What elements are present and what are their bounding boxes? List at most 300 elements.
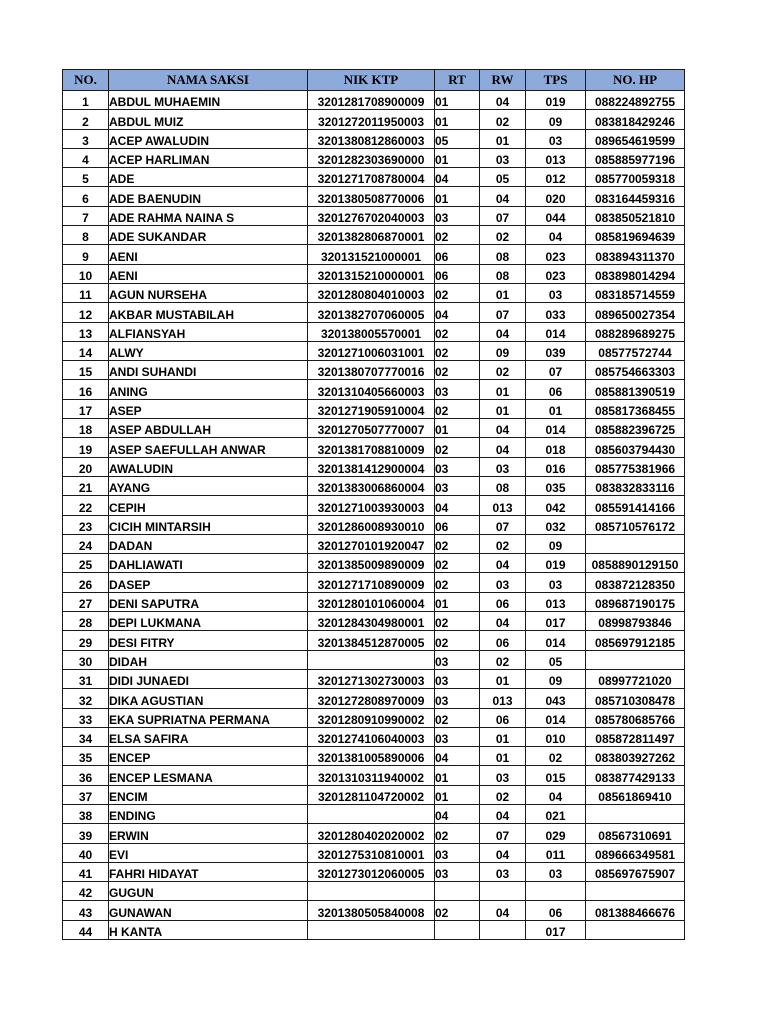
cell-nama-saksi: DADAN <box>109 534 308 553</box>
cell-tps: 03 <box>526 283 586 302</box>
cell-no-hp: 085697912185 <box>586 631 685 650</box>
cell-no: 32 <box>63 689 109 708</box>
cell-rt: 06 <box>435 245 480 264</box>
cell-tps: 07 <box>526 361 586 380</box>
header-tps: TPS <box>526 70 586 91</box>
cell-rw: 04 <box>480 843 526 862</box>
cell-nama-saksi: ELSA SAFIRA <box>109 727 308 746</box>
cell-no-hp: 085885977196 <box>586 148 685 167</box>
cell-no-hp: 083185714559 <box>586 283 685 302</box>
cell-nik-ktp <box>308 804 435 823</box>
table-row <box>63 283 685 302</box>
cell-no: 19 <box>63 438 109 457</box>
cell-tps: 019 <box>526 554 586 573</box>
table-row <box>63 91 685 110</box>
cell-rw: 04 <box>480 438 526 457</box>
cell-rw <box>480 882 526 901</box>
table-row <box>63 245 685 264</box>
cell-no-hp <box>586 804 685 823</box>
cell-rt <box>435 882 480 901</box>
cell-rt: 01 <box>435 110 480 129</box>
table-row <box>63 727 685 746</box>
cell-nik-ktp: 3201380505840008 <box>308 901 435 920</box>
cell-nama-saksi: ANDI SUHANDI <box>109 361 308 380</box>
cell-rw: 01 <box>480 669 526 688</box>
cell-nama-saksi: ABDUL MUHAEMIN <box>109 91 308 110</box>
cell-nik-ktp: 3201315210000001 <box>308 264 435 283</box>
cell-no: 40 <box>63 843 109 862</box>
cell-rw: 03 <box>480 573 526 592</box>
table-row <box>63 824 685 843</box>
cell-no-hp: 085882396725 <box>586 419 685 438</box>
cell-rt: 03 <box>435 457 480 476</box>
cell-no: 20 <box>63 457 109 476</box>
cell-rw: 01 <box>480 283 526 302</box>
table-row <box>63 843 685 862</box>
cell-no: 7 <box>63 206 109 225</box>
cell-no: 44 <box>63 920 109 939</box>
cell-nik-ktp <box>308 882 435 901</box>
header-no: NO. <box>63 70 109 91</box>
table-row <box>63 264 685 283</box>
cell-nik-ktp: 3201381708810009 <box>308 438 435 457</box>
cell-no-hp: 0858890129150 <box>586 554 685 573</box>
cell-no: 11 <box>63 283 109 302</box>
table-row <box>63 148 685 167</box>
cell-rw <box>480 920 526 939</box>
cell-no: 41 <box>63 862 109 881</box>
header-no-hp: NO. HP <box>586 70 685 91</box>
cell-no: 6 <box>63 187 109 206</box>
cell-tps: 013 <box>526 592 586 611</box>
table-row <box>63 862 685 881</box>
cell-rw: 07 <box>480 303 526 322</box>
cell-nama-saksi: DESI FITRY <box>109 631 308 650</box>
cell-rw: 02 <box>480 226 526 245</box>
cell-no-hp: 083894311370 <box>586 245 685 264</box>
cell-tps: 06 <box>526 901 586 920</box>
cell-rt: 01 <box>435 148 480 167</box>
table-row <box>63 554 685 573</box>
table-row <box>63 496 685 515</box>
cell-rt: 01 <box>435 91 480 110</box>
cell-no: 35 <box>63 747 109 766</box>
header-rt: RT <box>435 70 480 91</box>
cell-rw: 01 <box>480 129 526 148</box>
cell-rw: 05 <box>480 168 526 187</box>
cell-rt: 03 <box>435 689 480 708</box>
table-row <box>63 592 685 611</box>
cell-rt: 02 <box>435 631 480 650</box>
cell-rt: 04 <box>435 804 480 823</box>
cell-tps: 014 <box>526 419 586 438</box>
cell-tps: 02 <box>526 747 586 766</box>
table-row <box>63 573 685 592</box>
cell-no: 15 <box>63 361 109 380</box>
cell-nik-ktp: 3201380707770016 <box>308 361 435 380</box>
table-row <box>63 322 685 341</box>
table-row <box>63 631 685 650</box>
cell-tps: 023 <box>526 245 586 264</box>
cell-rt: 03 <box>435 843 480 862</box>
cell-nama-saksi: ANING <box>109 380 308 399</box>
cell-no-hp: 089666349581 <box>586 843 685 862</box>
cell-nama-saksi: ENCEP <box>109 747 308 766</box>
cell-rt <box>435 920 480 939</box>
table-row <box>63 612 685 631</box>
cell-no: 28 <box>63 612 109 631</box>
cell-nik-ktp <box>308 650 435 669</box>
table-row <box>63 534 685 553</box>
cell-tps: 09 <box>526 669 586 688</box>
cell-nama-saksi: AYANG <box>109 476 308 495</box>
cell-nama-saksi: ABDUL MUIZ <box>109 110 308 129</box>
cell-nik-ktp: 3201271905910004 <box>308 399 435 418</box>
cell-rt: 02 <box>435 283 480 302</box>
cell-no: 24 <box>63 534 109 553</box>
cell-nik-ktp: 3201271003930003 <box>308 496 435 515</box>
table-row <box>63 399 685 418</box>
cell-rt: 06 <box>435 515 480 534</box>
cell-nama-saksi: DIDI JUNAEDI <box>109 669 308 688</box>
cell-tps: 09 <box>526 110 586 129</box>
cell-no-hp: 083818429246 <box>586 110 685 129</box>
cell-no: 37 <box>63 785 109 804</box>
cell-rt: 02 <box>435 824 480 843</box>
cell-no: 3 <box>63 129 109 148</box>
cell-rw: 04 <box>480 91 526 110</box>
cell-rw: 04 <box>480 419 526 438</box>
cell-tps: 014 <box>526 708 586 727</box>
header-row <box>63 70 685 91</box>
cell-no: 29 <box>63 631 109 650</box>
cell-rt: 01 <box>435 785 480 804</box>
cell-nama-saksi: ENDING <box>109 804 308 823</box>
table-row <box>63 689 685 708</box>
cell-nik-ktp: 3201270101920047 <box>308 534 435 553</box>
cell-no: 43 <box>63 901 109 920</box>
cell-rt: 02 <box>435 573 480 592</box>
cell-no-hp: 08577572744 <box>586 341 685 360</box>
table-row <box>63 804 685 823</box>
cell-rw: 04 <box>480 901 526 920</box>
cell-nama-saksi: ENCEP LESMANA <box>109 766 308 785</box>
cell-tps: 015 <box>526 766 586 785</box>
cell-rt: 02 <box>435 901 480 920</box>
table-row <box>63 438 685 457</box>
cell-rw: 04 <box>480 804 526 823</box>
table-row <box>63 901 685 920</box>
cell-tps: 09 <box>526 534 586 553</box>
cell-no-hp: 085710308478 <box>586 689 685 708</box>
cell-tps: 03 <box>526 129 586 148</box>
cell-no: 39 <box>63 824 109 843</box>
cell-nik-ktp: 3201381005890006 <box>308 747 435 766</box>
cell-nama-saksi: DIDAH <box>109 650 308 669</box>
cell-nik-ktp: 3201380508770006 <box>308 187 435 206</box>
cell-no: 1 <box>63 91 109 110</box>
cell-nama-saksi: H KANTA <box>109 920 308 939</box>
cell-nama-saksi: FAHRI HIDAYAT <box>109 862 308 881</box>
cell-no-hp: 083877429133 <box>586 766 685 785</box>
cell-tps: 014 <box>526 631 586 650</box>
cell-rw: 013 <box>480 496 526 515</box>
cell-rt: 03 <box>435 862 480 881</box>
cell-nik-ktp: 3201281104720002 <box>308 785 435 804</box>
cell-nik-ktp: 3201284304980001 <box>308 612 435 631</box>
cell-rw: 09 <box>480 341 526 360</box>
cell-tps: 017 <box>526 920 586 939</box>
cell-no-hp: 089654619599 <box>586 129 685 148</box>
cell-rt: 02 <box>435 341 480 360</box>
cell-tps: 039 <box>526 341 586 360</box>
cell-rw: 06 <box>480 708 526 727</box>
cell-nama-saksi: AWALUDIN <box>109 457 308 476</box>
cell-rw: 04 <box>480 322 526 341</box>
cell-nik-ktp: 3201270507770007 <box>308 419 435 438</box>
cell-nama-saksi: ADE RAHMA NAINA S <box>109 206 308 225</box>
cell-nik-ktp: 3201280101060004 <box>308 592 435 611</box>
table-row <box>63 361 685 380</box>
cell-rt: 02 <box>435 708 480 727</box>
cell-rw: 06 <box>480 631 526 650</box>
cell-nama-saksi: AENI <box>109 245 308 264</box>
cell-no-hp: 08567310691 <box>586 824 685 843</box>
cell-rt: 03 <box>435 476 480 495</box>
cell-nama-saksi: DAHLIAWATI <box>109 554 308 573</box>
cell-rw: 01 <box>480 380 526 399</box>
cell-rw: 01 <box>480 727 526 746</box>
cell-no-hp: 085819694639 <box>586 226 685 245</box>
cell-no-hp <box>586 882 685 901</box>
header-rw: RW <box>480 70 526 91</box>
cell-nik-ktp: 3201271710890009 <box>308 573 435 592</box>
cell-tps: 043 <box>526 689 586 708</box>
cell-tps: 017 <box>526 612 586 631</box>
cell-tps: 03 <box>526 573 586 592</box>
cell-nama-saksi: ENCIM <box>109 785 308 804</box>
table-row <box>63 650 685 669</box>
cell-rw: 07 <box>480 206 526 225</box>
cell-no-hp: 085817368455 <box>586 399 685 418</box>
table-row <box>63 708 685 727</box>
cell-no: 36 <box>63 766 109 785</box>
cell-no: 33 <box>63 708 109 727</box>
cell-no-hp: 083803927262 <box>586 747 685 766</box>
cell-no: 21 <box>63 476 109 495</box>
cell-nama-saksi: AKBAR MUSTABILAH <box>109 303 308 322</box>
table-row <box>63 419 685 438</box>
cell-nama-saksi: ASEP <box>109 399 308 418</box>
cell-rt: 04 <box>435 168 480 187</box>
cell-nama-saksi: DASEP <box>109 573 308 592</box>
table-row <box>63 206 685 225</box>
cell-tps: 05 <box>526 650 586 669</box>
cell-rw: 07 <box>480 515 526 534</box>
cell-rw: 03 <box>480 457 526 476</box>
cell-nik-ktp: 3201274106040003 <box>308 727 435 746</box>
cell-rt: 04 <box>435 496 480 515</box>
cell-no: 27 <box>63 592 109 611</box>
cell-rw: 02 <box>480 785 526 804</box>
cell-no-hp: 085591414166 <box>586 496 685 515</box>
cell-no: 9 <box>63 245 109 264</box>
cell-nik-ktp: 3201280402020002 <box>308 824 435 843</box>
cell-rt: 02 <box>435 322 480 341</box>
table-row <box>63 476 685 495</box>
cell-rw: 013 <box>480 689 526 708</box>
table-row <box>63 515 685 534</box>
cell-nik-ktp: 3201310405660003 <box>308 380 435 399</box>
cell-rt: 05 <box>435 129 480 148</box>
table-row <box>63 187 685 206</box>
header-nama-saksi: NAMA SAKSI <box>109 70 308 91</box>
table-row <box>63 785 685 804</box>
cell-tps <box>526 882 586 901</box>
cell-nik-ktp: 3201281708900009 <box>308 91 435 110</box>
cell-tps: 012 <box>526 168 586 187</box>
cell-no-hp: 085775381966 <box>586 457 685 476</box>
table-row <box>63 303 685 322</box>
cell-no: 12 <box>63 303 109 322</box>
cell-no-hp: 085603794430 <box>586 438 685 457</box>
cell-rw: 02 <box>480 110 526 129</box>
cell-no-hp: 085770059318 <box>586 168 685 187</box>
cell-rw: 02 <box>480 361 526 380</box>
cell-no-hp: 083164459316 <box>586 187 685 206</box>
cell-no-hp: 085754663303 <box>586 361 685 380</box>
cell-rt: 02 <box>435 554 480 573</box>
cell-no-hp: 083872128350 <box>586 573 685 592</box>
cell-rt: 02 <box>435 534 480 553</box>
cell-nama-saksi: ALFIANSYAH <box>109 322 308 341</box>
cell-tps: 06 <box>526 380 586 399</box>
cell-nik-ktp: 3201384512870005 <box>308 631 435 650</box>
cell-rw: 03 <box>480 766 526 785</box>
cell-nik-ktp: 3201383006860004 <box>308 476 435 495</box>
cell-rw: 04 <box>480 187 526 206</box>
cell-nama-saksi: DIKA AGUSTIAN <box>109 689 308 708</box>
cell-rw: 06 <box>480 592 526 611</box>
cell-rw: 08 <box>480 264 526 283</box>
cell-tps: 016 <box>526 457 586 476</box>
cell-nik-ktp: 3201275310810001 <box>308 843 435 862</box>
cell-no-hp: 08998793846 <box>586 612 685 631</box>
cell-rt: 04 <box>435 747 480 766</box>
cell-no: 22 <box>63 496 109 515</box>
cell-nama-saksi: ADE <box>109 168 308 187</box>
cell-rt: 02 <box>435 612 480 631</box>
header-nik-ktp: NIK KTP <box>308 70 435 91</box>
cell-no-hp: 085872811497 <box>586 727 685 746</box>
cell-nama-saksi: DEPI LUKMANA <box>109 612 308 631</box>
cell-nik-ktp: 3201276702040003 <box>308 206 435 225</box>
cell-nama-saksi: EVI <box>109 843 308 862</box>
cell-rw: 02 <box>480 534 526 553</box>
cell-no-hp: 083850521810 <box>586 206 685 225</box>
cell-rt: 06 <box>435 264 480 283</box>
cell-nama-saksi: EKA SUPRIATNA PERMANA <box>109 708 308 727</box>
cell-rw: 07 <box>480 824 526 843</box>
table-row <box>63 380 685 399</box>
cell-no: 2 <box>63 110 109 129</box>
table-row <box>63 669 685 688</box>
cell-tps: 04 <box>526 785 586 804</box>
cell-nama-saksi: AENI <box>109 264 308 283</box>
cell-no-hp: 083832833116 <box>586 476 685 495</box>
cell-nama-saksi: ACEP AWALUDIN <box>109 129 308 148</box>
cell-nik-ktp: 3201271006031001 <box>308 341 435 360</box>
cell-no: 26 <box>63 573 109 592</box>
cell-no: 17 <box>63 399 109 418</box>
cell-nama-saksi: GUNAWAN <box>109 901 308 920</box>
cell-nik-ktp: 3201271708780004 <box>308 168 435 187</box>
cell-no: 4 <box>63 148 109 167</box>
cell-no: 34 <box>63 727 109 746</box>
cell-nik-ktp: 3201280804010003 <box>308 283 435 302</box>
cell-no-hp: 083898014294 <box>586 264 685 283</box>
cell-nama-saksi: DENI SAPUTRA <box>109 592 308 611</box>
cell-tps: 044 <box>526 206 586 225</box>
table-row <box>63 341 685 360</box>
cell-rt: 03 <box>435 669 480 688</box>
cell-no: 38 <box>63 804 109 823</box>
table-row <box>63 747 685 766</box>
cell-rt: 03 <box>435 206 480 225</box>
cell-no-hp: 088224892755 <box>586 91 685 110</box>
cell-rw: 02 <box>480 650 526 669</box>
cell-rt: 03 <box>435 650 480 669</box>
cell-tps: 018 <box>526 438 586 457</box>
cell-no-hp: 089687190175 <box>586 592 685 611</box>
cell-nik-ktp: 3201380812860003 <box>308 129 435 148</box>
cell-no-hp: 085780685766 <box>586 708 685 727</box>
cell-nama-saksi: GUGUN <box>109 882 308 901</box>
cell-no-hp: 08997721020 <box>586 669 685 688</box>
cell-tps: 033 <box>526 303 586 322</box>
cell-no-hp: 08561869410 <box>586 785 685 804</box>
cell-nik-ktp: 320138005570001 <box>308 322 435 341</box>
cell-no: 25 <box>63 554 109 573</box>
cell-no: 30 <box>63 650 109 669</box>
cell-nik-ktp: 3201271302730003 <box>308 669 435 688</box>
cell-rw: 01 <box>480 399 526 418</box>
cell-nik-ktp: 3201282303690000 <box>308 148 435 167</box>
cell-tps: 019 <box>526 91 586 110</box>
cell-nama-saksi: CICIH MINTARSIH <box>109 515 308 534</box>
cell-nik-ktp: 3201382806870001 <box>308 226 435 245</box>
table-row <box>63 129 685 148</box>
cell-nama-saksi: ADE BAENUDIN <box>109 187 308 206</box>
cell-no: 10 <box>63 264 109 283</box>
cell-tps: 04 <box>526 226 586 245</box>
cell-nama-saksi: ADE SUKANDAR <box>109 226 308 245</box>
cell-tps: 014 <box>526 322 586 341</box>
cell-rt: 02 <box>435 438 480 457</box>
cell-nik-ktp: 3201280910990002 <box>308 708 435 727</box>
cell-no: 13 <box>63 322 109 341</box>
cell-tps: 035 <box>526 476 586 495</box>
cell-nik-ktp: 3201286008930010 <box>308 515 435 534</box>
cell-nama-saksi: CEPIH <box>109 496 308 515</box>
cell-tps: 029 <box>526 824 586 843</box>
cell-rt: 02 <box>435 361 480 380</box>
table-row <box>63 766 685 785</box>
table-row <box>63 226 685 245</box>
cell-rw: 04 <box>480 554 526 573</box>
cell-rt: 04 <box>435 303 480 322</box>
cell-tps: 042 <box>526 496 586 515</box>
